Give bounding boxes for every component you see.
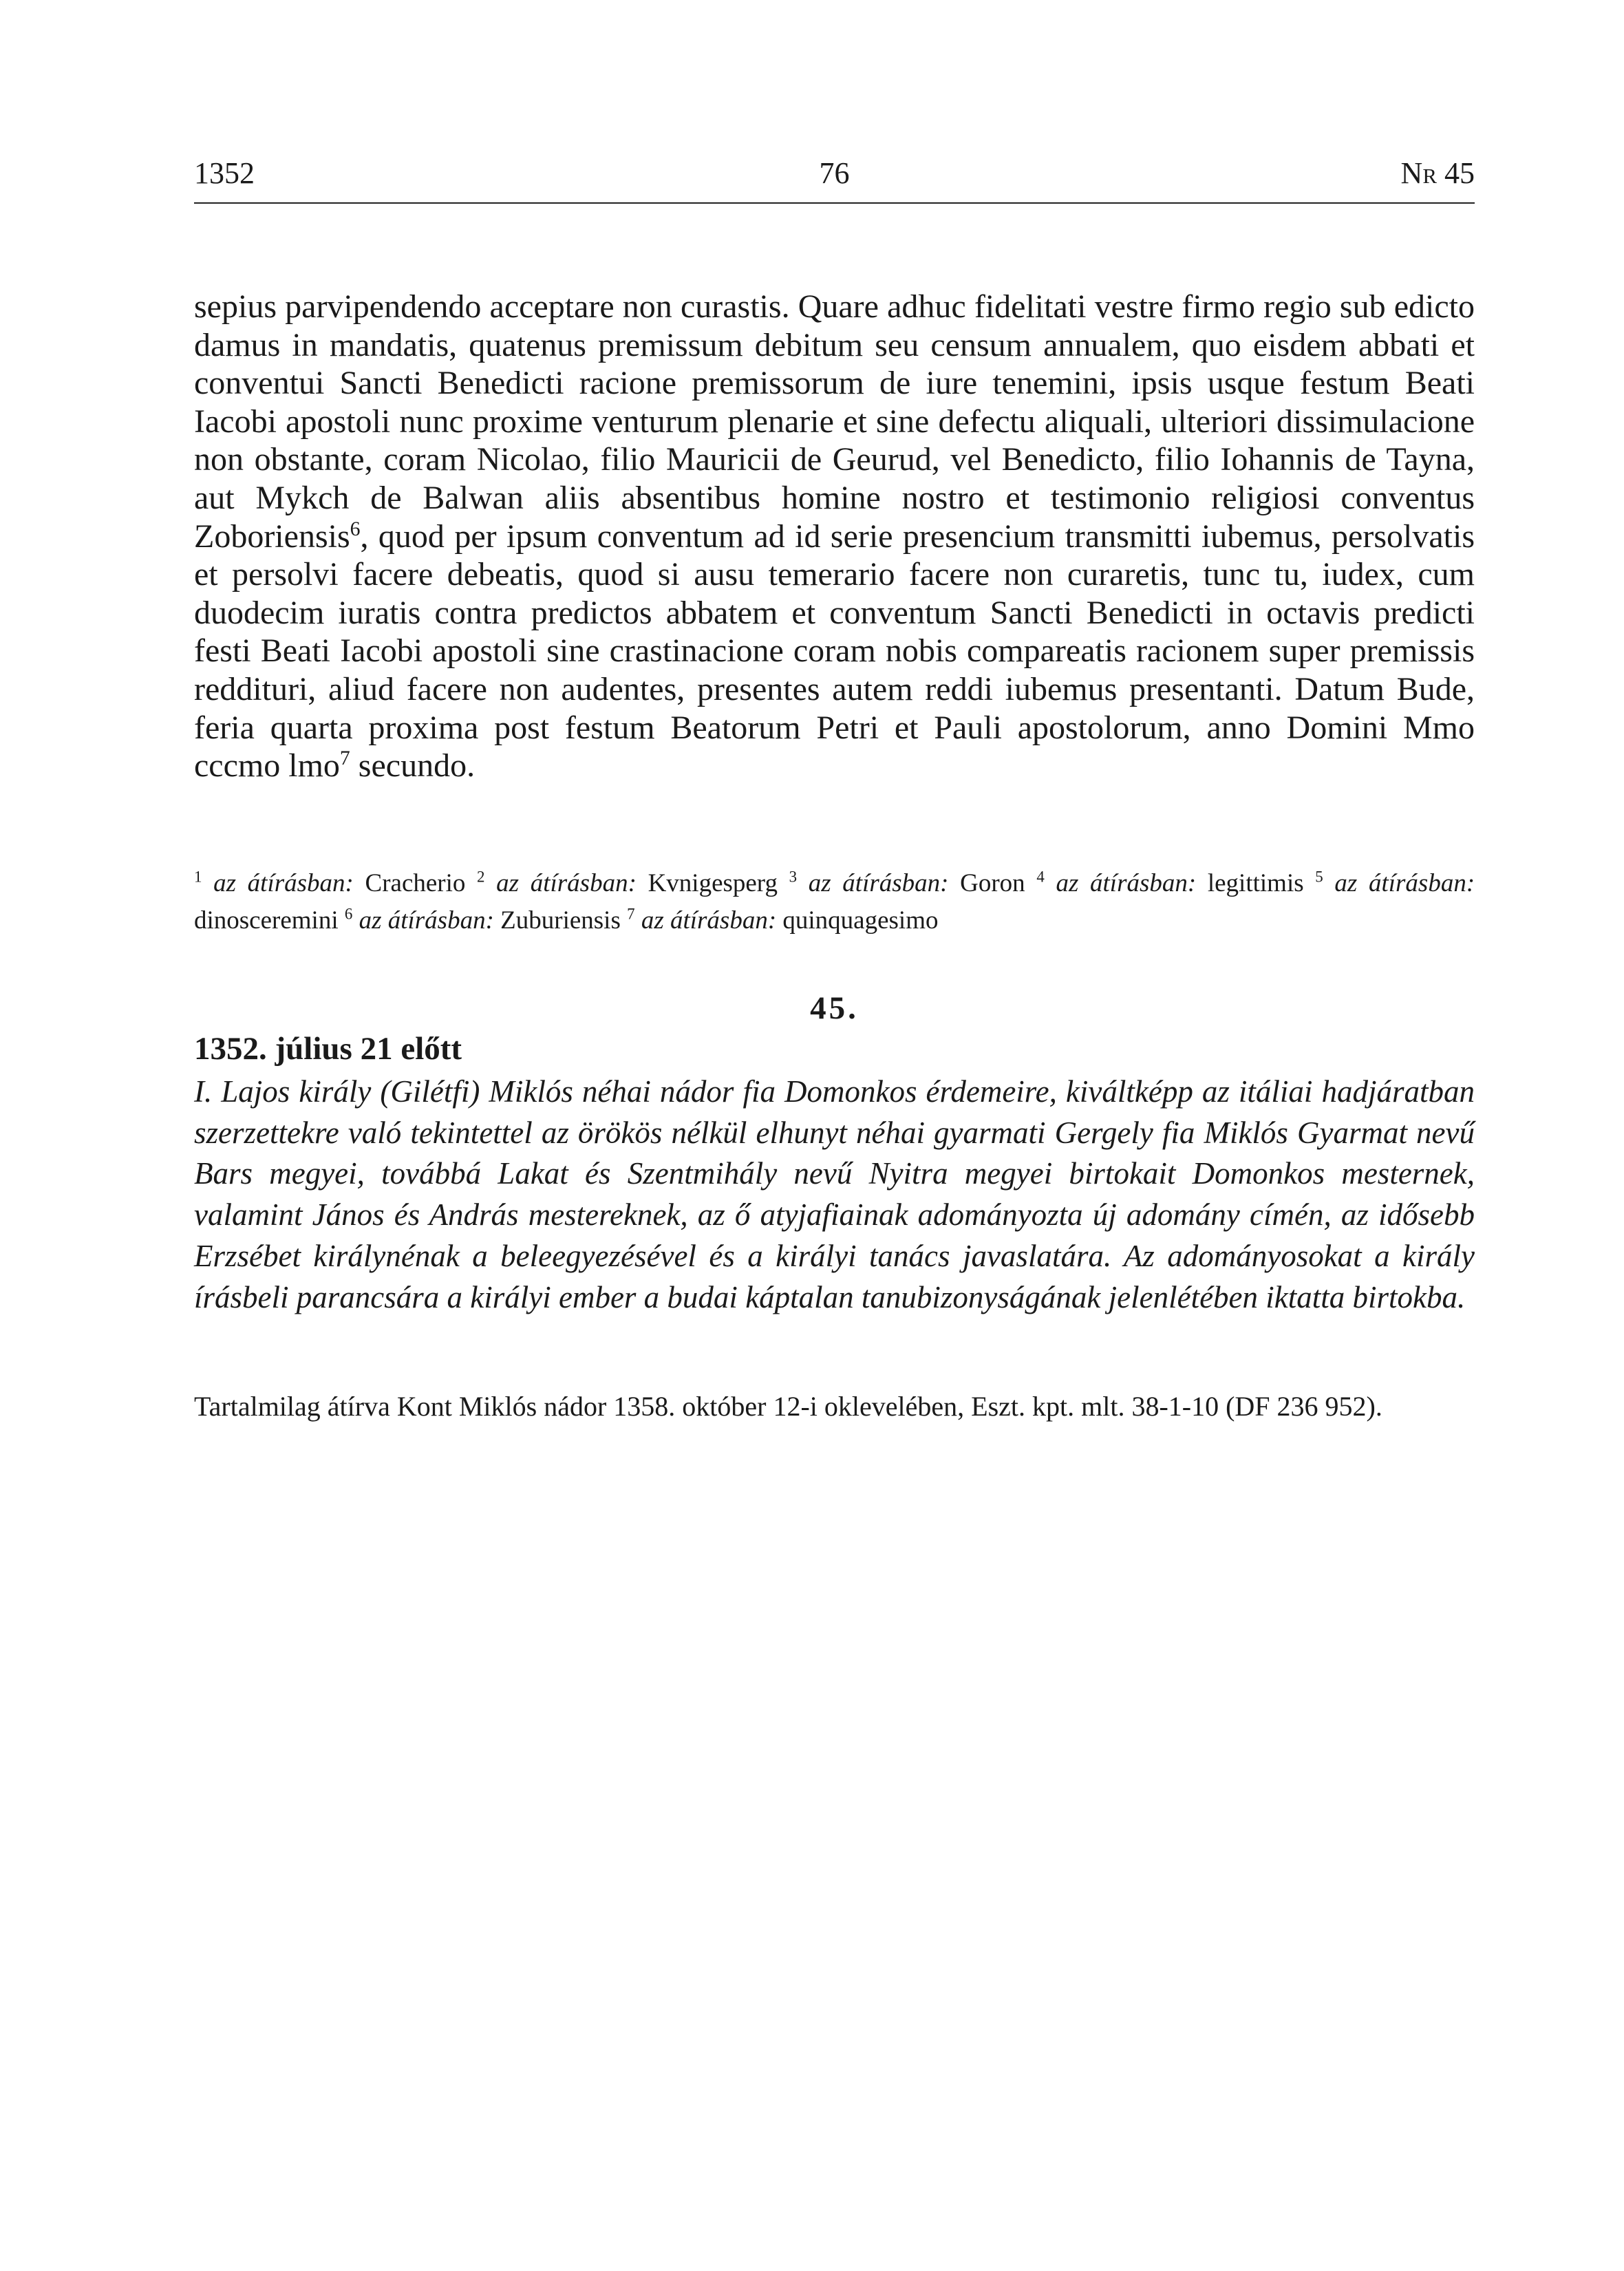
charter-text-part-3: secundo. (350, 747, 476, 785)
page-number: 76 (819, 156, 850, 190)
footnote-label: az átírásban: (213, 869, 354, 897)
footnote-label: az átírásban: (359, 906, 494, 935)
footnote-label: az átírásban: (1056, 869, 1197, 897)
footnote-number: 4 (1036, 868, 1045, 886)
footnote-text: Goron (960, 869, 1025, 897)
footnote-number: 6 (344, 905, 353, 923)
footnote-text: legittimis (1207, 869, 1304, 897)
charter-text (194, 288, 1475, 785)
footnote-label: az átírásban: (496, 869, 637, 897)
header-rule (194, 202, 1475, 204)
footnote-text: Kvnigesperg (648, 869, 778, 897)
footnote-text: Cracherio (365, 869, 466, 897)
footnote-marker-6: 6 (350, 517, 361, 540)
footnote-text: dinosceremini (194, 906, 339, 935)
footnote-label: az átírásban: (641, 906, 777, 935)
footnote-label: az átírásban: (808, 869, 949, 897)
footnotes (194, 865, 1475, 939)
footnote-label: az átírásban: (1334, 869, 1475, 897)
footnote-text: quinquagesimo (782, 906, 939, 935)
footnote-number: 2 (477, 868, 485, 886)
footnote-number: 1 (194, 868, 202, 886)
header-year: 1352 (194, 156, 255, 190)
entry-date: 1352. július 21 előtt (194, 1031, 462, 1067)
running-head (194, 151, 1475, 195)
charter-text-part-2: , quod per ipsum conventum ad id serie presencium transmitti iubemus, persolvatis et persolvi facere debeatis, quod si ausu temerario facere non curaretis, tunc tu, iudex, cum duodecim iuratis contra predictos abbatem et conventum Sancti Benedicti in octavis predicti festi Beati Iacobi apostoli sine crastinacione coram nobis compareatis racionem super premissis reddituri, aliud facere non audentes, presentes autem reddi iubemus presentanti. Datum Bude, feria quarta proxima post festum Beatorum Petri et Pauli apostolorum, anno Domini Mmo cccmo lmo (194, 518, 1475, 785)
header-entry-ref: Nr 45 (1400, 156, 1475, 190)
charter-text-part-1: sepius parvipendendo acceptare non curastis. Quare adhuc fidelitati vestre firmo regio sub edicto damus in mandatis, quatenus premissum debitum seu censum annualem, quo eisdem abbati et conventui Sancti Benedicti racione premissorum de iure tenemini, ipsis usque festum Beati Iacobi apostoli nunc proxime venturum plenarie et sine defectu aliquali, ulteriori dissimulacione non obstante, coram Nicolao, filio Mauricii de Geurud, vel Benedicto, filio Iohannis de Tayna, aut Mykch de Balwan aliis absentibus homine nostro et testimonio religiosi conventus Zoboriensis (194, 288, 1475, 555)
footnote-number: 5 (1315, 868, 1323, 886)
document-page (194, 0, 1475, 2271)
entry-number: 45. (810, 990, 859, 1026)
footnote-text: Zuburiensis (500, 906, 621, 935)
footnote-marker-7: 7 (339, 747, 350, 770)
footnote-number: 3 (789, 868, 798, 886)
footnote-number: 7 (627, 905, 635, 923)
entry-source-note: Tartalmilag átírva Kont Miklós nádor 1358. október 12-i oklevelében, Eszt. kpt. mlt. 38-1-10 (DF 236 952). (194, 1391, 1382, 1422)
entry-regest: I. Lajos király (Gilétfi) Miklós néhai nádor fia Domonkos érdemeire, kiváltképp az itáliai hadjáratban szerzettekre való tekintettel az örökös nélkül elhunyt néhai gyarmati Gergely fia Miklós Gyarmat nevű Bars megyei, továbbá Lakat és Szentmihály nevű Nyitra megyei birtokait Domonkos mesternek, valamint János és András mestereknek, az ő atyjafiainak adományozta új adomány címén, az idősebb Erzsébet királynénak a beleegyezésével és a királyi tanács javaslatára. Az adományosokat a király írásbeli parancsára a királyi ember a budai káptalan tanubizonyságának jelenlétében iktatta birtokba. (194, 1074, 1475, 1314)
